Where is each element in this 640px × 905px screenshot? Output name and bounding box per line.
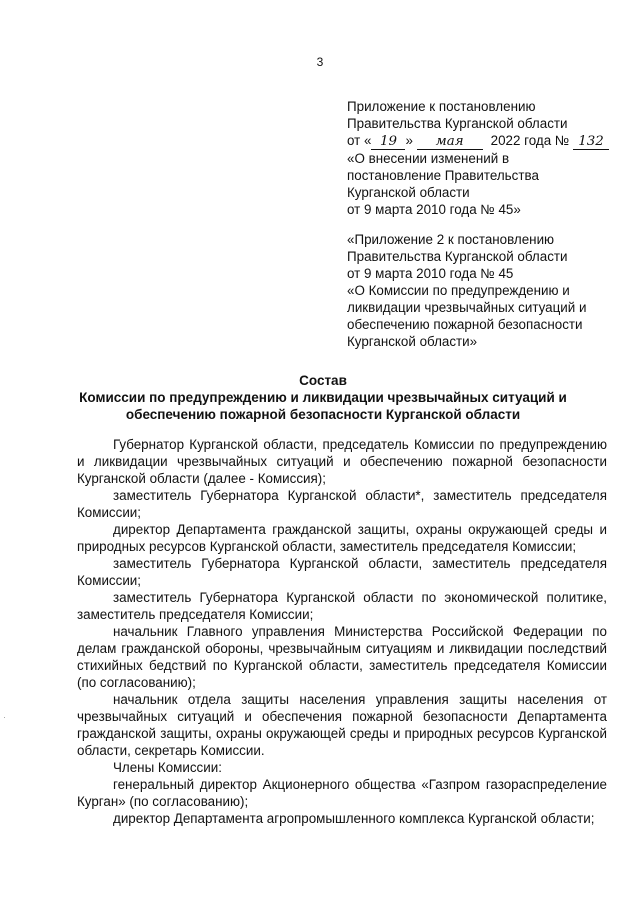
handwritten-month: мая [417, 134, 483, 150]
appendix-line: Правительства Курганской области [347, 116, 568, 131]
appendix-line: Курганской области» [347, 334, 478, 349]
handwritten-number: 132 [573, 134, 609, 150]
appendix-line: от 9 марта 2010 года № 45 [347, 266, 514, 281]
members-heading: Члены Комиссии: [113, 760, 222, 775]
document-heading [58, 372, 588, 423]
heading-line: обеспечению пожарной безопасности Курганской области [125, 407, 521, 422]
appendix-line: «О Комиссии по предупреждению и [347, 283, 570, 298]
heading-line: Комиссии по предупреждению и ликвидации чрезвычайных ситуаций и [79, 390, 567, 405]
heading-title: Состав [299, 373, 347, 388]
appendix-line: Курганской области [347, 185, 470, 200]
margin-mark: · [3, 712, 6, 722]
date-prefix: от « [347, 133, 372, 148]
list-item: генеральный директор Акционерного общества «Газпром газораспределение Курган» (по согласованию); [77, 777, 607, 809]
appendix-line: обеспечению пожарной безопасности [347, 317, 583, 332]
list-item: начальник отдела защиты населения управления защиты населения от чрезвычайных ситуаций и обеспечения пожарной безопасности Департамента гражданской защиты, охраны окружающей среды и природных ресурсов Курганской области, секретарь Комиссии. [77, 692, 607, 758]
list-item: начальник Главного управления Министерства Российской Федерации по делам гражданской обороны, чрезвычайным ситуациям и ликвидации последствий стихийных бедствий по Курганской области, заместитель председателя Комиссии (по согласованию); [77, 624, 607, 690]
list-item: заместитель Губернатора Курганской области*, заместитель председателя Комиссии; [77, 488, 607, 520]
list-item: директор Департамента гражданской защиты, охраны окружающей среды и природных ресурсов Курганской области, заместитель председателя Комиссии; [77, 522, 607, 554]
list-item: заместитель Губернатора Курганской области, заместитель председателя Комиссии; [77, 556, 607, 588]
appendix-line: Приложение к постановлению [347, 99, 536, 114]
appendix-line: ликвидации чрезвычайных ситуаций и [347, 300, 587, 315]
appendix-line: от 9 марта 2010 года № 45» [347, 202, 521, 217]
date-day-suffix: » [405, 133, 413, 148]
appendix-block-resolution [347, 98, 632, 218]
appendix-line: «О внесении изменений в [347, 151, 510, 166]
appendix-line: постановление Правительства [347, 168, 539, 183]
appendix-line: Правительства Курганской области [347, 249, 568, 264]
page-number: 3 [316, 55, 324, 69]
appendix-date-line [347, 132, 632, 150]
list-item: заместитель Губернатора Курганской области по экономической политике, заместитель председателя Комиссии; [77, 590, 607, 622]
list-item: директор Департамента агропромышленного комплекса Курганской области; [113, 811, 595, 826]
date-year: 2022 года № [490, 133, 570, 148]
handwritten-day: 19 [371, 134, 405, 150]
appendix-line: «Приложение 2 к постановлению [347, 232, 555, 247]
appendix-block-original [347, 231, 632, 350]
list-item: Губернатор Курганской области, председатель Комиссии по предупреждению и ликвидации чрезвычайных ситуаций и обеспечению пожарной безопасности Курганской области (далее - Комиссия); [77, 437, 607, 486]
commission-list [77, 436, 607, 827]
